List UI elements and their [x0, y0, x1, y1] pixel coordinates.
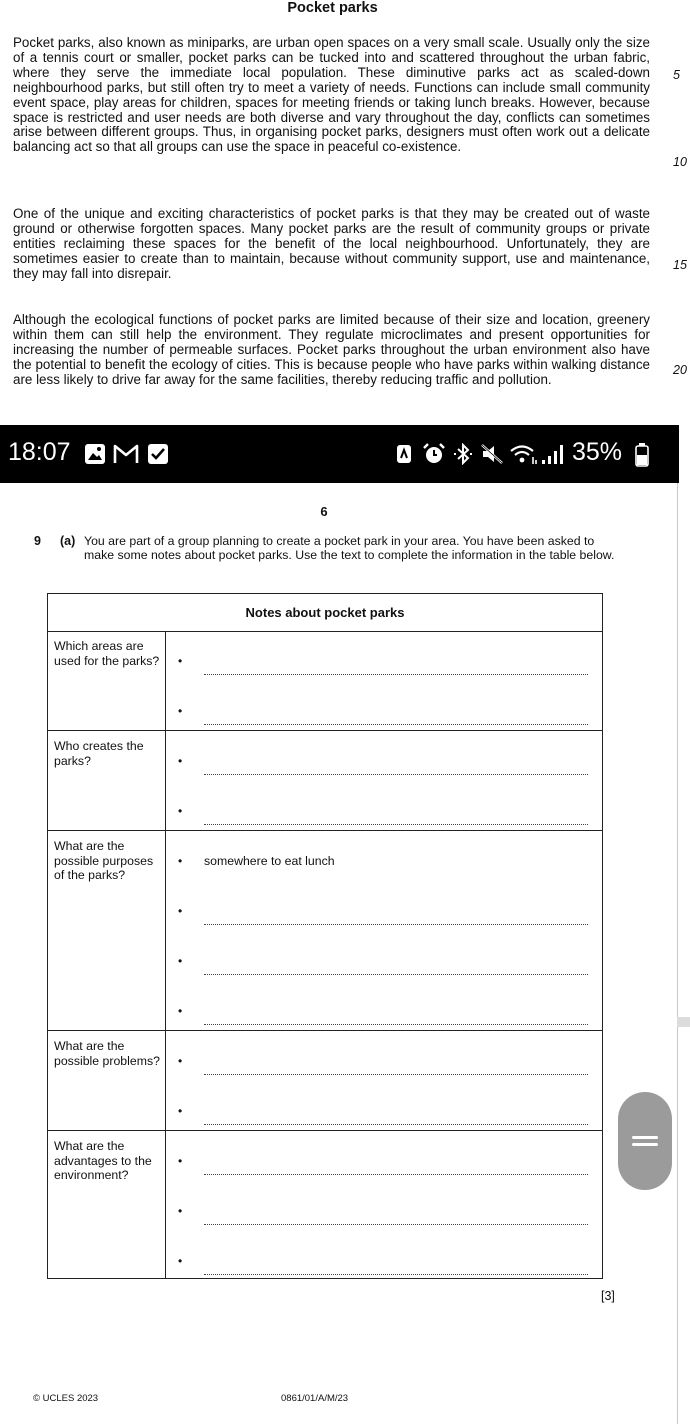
bullet: •: [178, 854, 183, 868]
bullet: •: [178, 654, 183, 668]
example-answer: somewhere to eat lunch: [204, 854, 335, 868]
notes-table: [47, 593, 603, 1279]
battery-icon: [635, 443, 649, 472]
answer-line[interactable]: [204, 1224, 588, 1225]
gallery-icon: [84, 443, 106, 470]
bullet: •: [178, 1254, 183, 1268]
status-time: 18:07: [8, 438, 71, 466]
row-divider: [48, 1030, 602, 1031]
page-number: 6: [320, 504, 328, 519]
bullet: •: [178, 754, 183, 768]
bullet: •: [178, 1104, 183, 1118]
table-title: Notes about pocket parks: [48, 594, 602, 632]
row-label-advantages: What are the advantages to the environment?: [54, 1139, 152, 1182]
bullet: •: [178, 954, 183, 968]
row-divider: [48, 830, 602, 831]
grip-line-icon: [632, 1136, 658, 1139]
bullet: •: [178, 1004, 183, 1018]
grip-line-icon: [632, 1143, 658, 1146]
nfc-icon: [396, 443, 412, 470]
mute-icon: [480, 443, 504, 470]
line-number-15: 15: [673, 258, 687, 272]
row-label-areas: Which areas are used for the parks?: [54, 639, 160, 668]
alarm-icon: [422, 443, 446, 470]
battery-percentage: 35%: [572, 438, 623, 466]
wifi-icon: [509, 443, 539, 470]
line-number-20: 20: [673, 363, 687, 377]
reading-passage: [0, 0, 690, 425]
paragraph-3: Although the ecological functions of pocket parks are limited because of their size and location, greenery within them can still help the environment. They regulate microclimates and present opportunities for increasing the number of permeable surfaces. Pocket parks throughout the urban environment also have the potential to benefit the ecology of cities. This is because people who have parks within walking distance are less likely to drive far away for the same facilities, thereby reducing traffic and pollution.: [13, 312, 650, 387]
line-number-5: 5: [673, 68, 680, 82]
question-page: [0, 483, 690, 1424]
answer-line[interactable]: [204, 974, 588, 975]
answer-line[interactable]: [204, 724, 588, 725]
page-edge: [677, 483, 678, 1424]
answer-line[interactable]: [204, 1174, 588, 1175]
answer-line[interactable]: [204, 1024, 588, 1025]
gmail-icon: [113, 443, 139, 470]
bluetooth-icon: [452, 443, 474, 470]
scroll-handle[interactable]: [618, 1092, 672, 1190]
question-number: 9: [34, 534, 41, 548]
column-divider: [165, 631, 166, 1279]
answer-line[interactable]: [204, 674, 588, 675]
bullet: •: [178, 904, 183, 918]
answer-line[interactable]: [204, 924, 588, 925]
paragraph-2: One of the unique and exciting characteristics of pocket parks is that they may be created out of waste ground or otherwise forgotten spaces. Many pocket parks are the result of community groups or private entities reclaiming these spaces for the benefit of the local neighbourhood. Unfortunately, they are sometimes easier to create than to maintain, because without community support, use and maintenance, they may fall into disrepair.: [13, 206, 650, 281]
question-part: (a): [60, 534, 76, 548]
checkbox-icon: [147, 443, 169, 470]
row-label-purposes: What are the possible purposes of the parks?: [54, 839, 154, 882]
line-number-10: 10: [673, 155, 687, 169]
row-label-problems: What are the possible problems?: [54, 1039, 160, 1068]
answer-line[interactable]: [204, 824, 588, 825]
edge-panel-tab[interactable]: [677, 1017, 690, 1027]
passage-title: Pocket parks: [287, 0, 378, 16]
bullet: •: [178, 704, 183, 718]
answer-line[interactable]: [204, 774, 588, 775]
bullet: •: [178, 1154, 183, 1168]
signal-icon: [541, 443, 567, 470]
bullet: •: [178, 1054, 183, 1068]
paragraph-1: Pocket parks, also known as miniparks, are urban open spaces on a very small scale. Usually only the size of a tennis court or smaller, pocket parks can be tucked into and scattered throughout the urban fabric, where they serve the immediate local population. These diminutive parks act as scaled-down neighbourhood parks, but still often try to meet a variety of needs. Functions can include small community event space, play areas for children, spaces for meeting friends or taking lunch breaks. However, because space is restricted and user needs are both diverse and vary throughout the day, conflicts can sometimes arise between different groups. Thus, in organising pocket parks, designers must often work out a delicate balancing act so that all groups can use the space in peaceful co-existence.: [13, 35, 650, 155]
copyright-footer: © UCLES 2023: [33, 1393, 99, 1404]
row-divider: [48, 730, 602, 731]
status-bar: [0, 425, 679, 483]
answer-line[interactable]: [204, 1124, 588, 1125]
question-text: You are part of a group planning to create a pocket park in your area. You have been asked to make some notes about pocket parks. Use the text to complete the information in the table below.: [84, 534, 615, 562]
bullet: •: [178, 1204, 183, 1218]
row-divider: [48, 1130, 602, 1131]
row-label-creators: Who creates the parks?: [54, 739, 144, 768]
answer-line[interactable]: [204, 1274, 588, 1275]
answer-line[interactable]: [204, 1074, 588, 1075]
paper-code-footer: 0861/01/A/M/23: [281, 1393, 349, 1404]
bullet: •: [178, 804, 183, 818]
marks-allocation: [3]: [601, 1289, 615, 1303]
